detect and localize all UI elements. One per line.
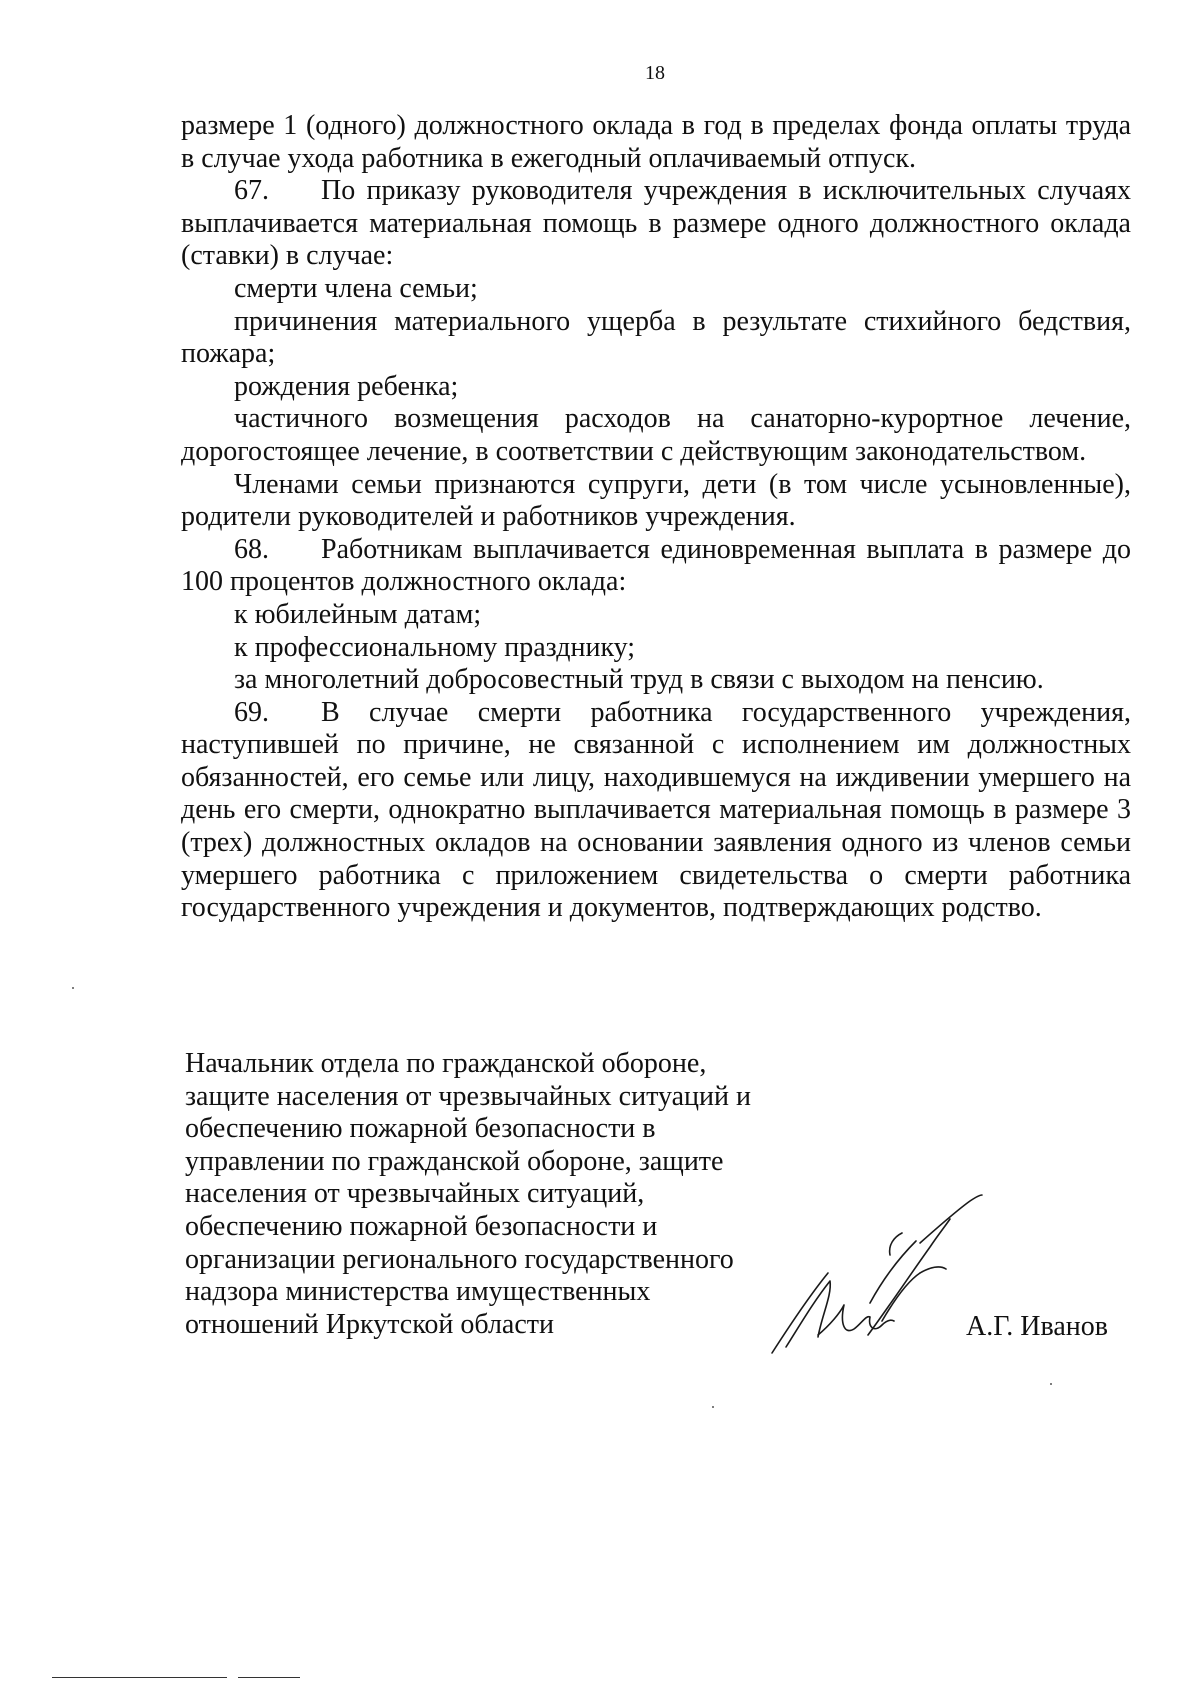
scan-speck xyxy=(72,987,74,989)
list-item: смерти члена семьи; xyxy=(234,272,478,304)
list-item: рождения ребенка; xyxy=(234,370,459,402)
scan-artifact-line xyxy=(52,1677,227,1678)
item-text: По приказу руководителя учреждения в исключительных случаях выплачивается материальная помощь в размере одного должностного оклада (ставки) в случае: xyxy=(181,175,1131,272)
scan-speck xyxy=(712,1406,714,1408)
list-item: за многолетний добросовестный труд в связи с выходом на пенсию. xyxy=(234,664,1044,696)
paragraph-family-members: Членами семьи признаются супруги, дети (в том числе усыновленные), родители руководителей и работников учреждения. xyxy=(181,468,1131,533)
item-number: 69. xyxy=(234,696,269,728)
list-item: причинения материального ущерба в результате стихийного бедствия, пожара; xyxy=(181,305,1131,370)
list-item: к юбилейным датам; xyxy=(234,598,482,630)
item-text: В случае смерти работника государственного учреждения, наступившей по причине, не связанной с исполнением им должностных обязанностей, его семье или лицу, находившемуся на иждивении умершего на день его смерти, однократно выплачивается материальная помощь в размере 3 (трех) должностных окладов на основании заявления одного из членов семьи умершего работника с приложением свидетельства о смерти работника государственного учреждения и документов, подтверждающих родство. xyxy=(181,696,1131,924)
scan-artifact-line xyxy=(238,1677,300,1678)
paragraph-item-69 xyxy=(181,697,1131,925)
signer-name: А.Г. Иванов xyxy=(966,1311,1108,1342)
item-number: 67. xyxy=(234,175,269,207)
paragraph-item-68 xyxy=(181,534,1131,599)
paragraph-item-67 xyxy=(181,175,1131,273)
signer-position xyxy=(185,1048,805,1341)
position-line: обеспечению пожарной безопасности и xyxy=(185,1210,658,1242)
list-item: к профессиональному празднику; xyxy=(234,631,636,663)
item-text: Работникам выплачивается единовременная выплата в размере до 100 процентов должностного оклада: xyxy=(181,533,1131,598)
page-number: 18 xyxy=(645,62,665,84)
position-line: обеспечению пожарной безопасности в xyxy=(185,1113,656,1145)
position-line: отношений Иркутской области xyxy=(185,1308,554,1340)
list-item: частичного возмещения расходов на санаторно-курортное лечение, дорогостоящее лечение, в соответствии с действующим законодательством. xyxy=(181,403,1131,467)
position-line: защите населения от чрезвычайных ситуаций и xyxy=(185,1080,751,1112)
position-line: населения от чрезвычайных ситуаций, xyxy=(185,1178,645,1210)
scan-speck xyxy=(1050,1383,1052,1385)
position-line: управлении по гражданской обороне, защите xyxy=(185,1145,724,1177)
item-number: 68. xyxy=(234,533,269,565)
document-body xyxy=(181,110,1131,925)
paragraph-continuation: размере 1 (одного) должностного оклада в год в пределах фонда оплаты труда в случае ухода работника в ежегодный оплачиваемый отпуск. xyxy=(181,110,1131,174)
position-line: организации регионального государственного xyxy=(185,1243,734,1275)
position-line: надзора министерства имущественных xyxy=(185,1276,651,1308)
position-line: Начальник отдела по гражданской обороне, xyxy=(185,1048,707,1079)
